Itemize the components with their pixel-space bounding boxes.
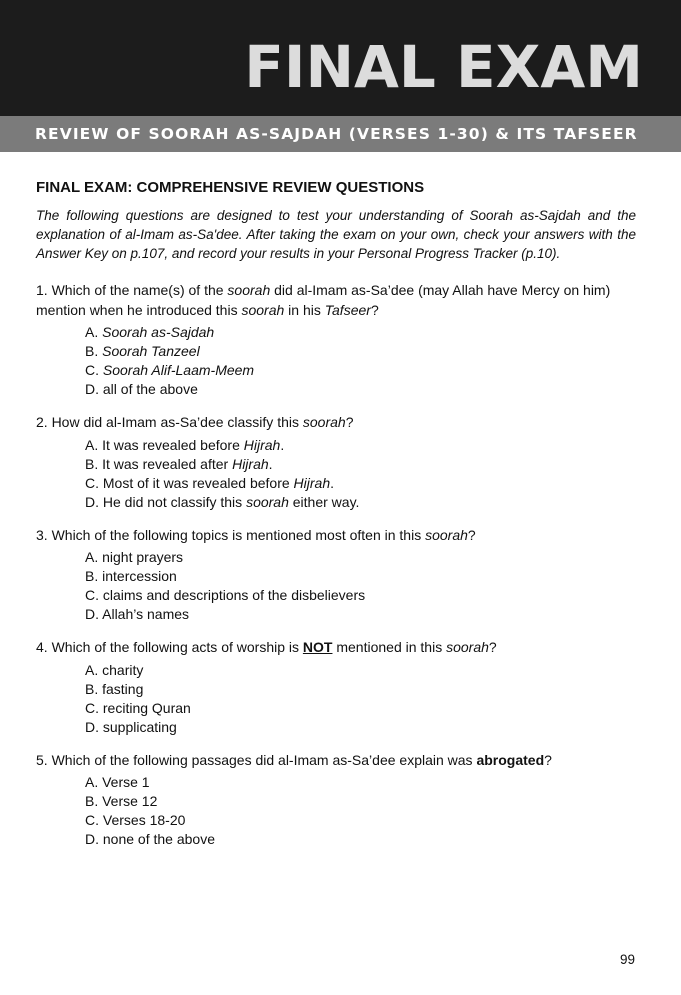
question-2 [36,413,636,512]
option-b: B. Soorah Tanzeel [85,343,200,359]
option-d: D. none of the above [85,831,215,847]
question-2-text: 2. How did al-Imam as-Sa’dee classify this soorah? [36,414,354,430]
question-4-options [85,661,636,737]
exam-subtitle: REVIEW OF SOORAH AS-SAJDAH (VERSES 1-30) & ITS TAFSEER [35,125,638,143]
question-3-options [85,548,636,624]
option-a: A. charity [85,661,144,678]
exam-content [36,178,636,863]
section-heading: FINAL EXAM: COMPREHENSIVE REVIEW QUESTIONS [36,179,425,196]
page-number: 99 [619,952,635,967]
option-b: B. fasting [85,680,144,697]
option-b: B. It was revealed after Hijrah. [85,455,273,472]
question-1-text: 1. Which of the name(s) of the soorah did al-Imam as-Sa’dee (may Allah have Mercy on him) mention when he introduced this soorah in his Tafseer? [36,282,611,318]
question-4-text: 4. Which of the following acts of worship is NOT mentioned in this soorah? [36,639,497,655]
option-c: C. reciting Quran [85,699,191,716]
intro-paragraph: The following questions are designed to test your understanding of Soorah as-Sajdah and the explanation of al-Imam as-Sa'dee. After taking the exam on your own, check your answers with the Answer Key on p.107, and record your results in your Personal Progress Tracker (p.10). [36,208,636,261]
question-5 [36,751,636,850]
question-3 [36,526,636,625]
option-c: C. Soorah Alif-Laam-Meem [85,362,255,378]
question-5-options [85,773,636,849]
option-a: A. Soorah as-Sajdah [85,324,215,340]
option-a: A. Verse 1 [85,774,150,790]
option-a: A. night prayers [85,549,184,565]
exam-title: FINAL EXAM [244,33,643,101]
question-1 [36,281,636,399]
option-a: A. It was revealed before Hijrah. [85,436,285,453]
subtitle-bar [0,116,681,152]
title-banner [0,0,681,116]
option-c: C. Most of it was revealed before Hijrah. [85,474,335,491]
question-5-text: 5. Which of the following passages did al-Imam as-Sa’dee explain was abrogated? [36,751,552,768]
option-d: D. supplicating [85,718,177,735]
option-d: D. He did not classify this soorah either way. [85,493,360,510]
option-c: C. Verses 18-20 [85,812,186,828]
question-2-options [85,436,636,512]
option-d: D. all of the above [85,381,198,397]
question-3-text: 3. Which of the following topics is mentioned most often in this soorah? [36,526,476,543]
option-c: C. claims and descriptions of the disbelievers [85,587,366,603]
option-b: B. intercession [85,568,177,584]
option-b: B. Verse 12 [85,793,158,809]
option-d: D. Allah’s names [85,606,190,622]
question-1-options [85,323,636,399]
question-4 [36,638,636,737]
